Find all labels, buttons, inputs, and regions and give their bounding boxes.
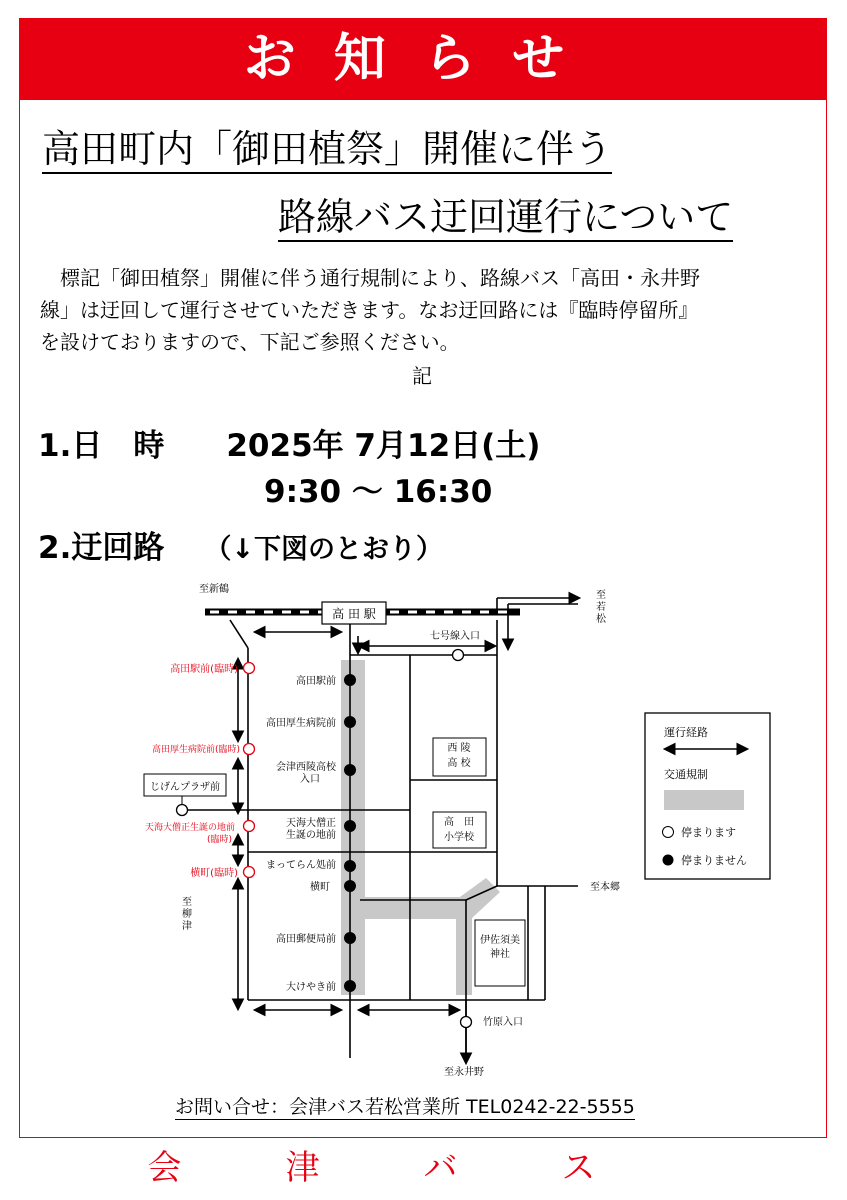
stop-label-tenkai: 天海大僧正生誕の地前 [286, 818, 336, 841]
section-route-note: （↓下図のとおり） [204, 534, 443, 565]
seiryo-school-label: 西 陵高 校 [447, 743, 471, 769]
stop-label-matteran: まってらん処前 [266, 860, 336, 871]
stop-marker-tenkai [344, 820, 356, 832]
stop-marker-okeyaki [344, 980, 356, 992]
legend-stops-label: 停まります [681, 826, 736, 839]
temporary-stop-markers [244, 663, 255, 878]
stop-marker-yokomachi [344, 880, 356, 892]
stop-marker-matteran [344, 860, 356, 872]
road-network [182, 598, 578, 1062]
stop-label-takada-eki: 高田駅前 [296, 676, 336, 687]
temp-stop-label-hospital: 高田厚生病院前(臨時) [151, 745, 240, 755]
legend-restriction-swatch [664, 790, 744, 810]
legend-no-stops-label: 停まりません [681, 854, 747, 867]
body-line-3: を設けておりますので、下記ご参照ください。 [40, 330, 460, 354]
temp-stop-label-tenkai: 天海大僧正生誕の地前(臨時) [144, 823, 235, 845]
to-wakamatsu-label: 至若松 [596, 590, 606, 625]
temp-stop-label-yokomachi: 横町(臨時) [190, 868, 238, 879]
footer-company: 会津バス [147, 1148, 700, 1188]
title-line-2: 路線バス迂回運行について [278, 194, 733, 242]
title-line-1: 高田町内「御田植祭」開催に伴う [42, 126, 612, 174]
stop-label-post-office: 高田郵便局前 [276, 934, 336, 945]
to-nagaino-label: 至永井野 [444, 1067, 484, 1078]
stop-marker-takada-eki [344, 674, 356, 686]
shrine-label: 伊佐須美神社 [480, 935, 520, 960]
stop-label-yokomachi: 横町 [310, 882, 330, 893]
section-datetime-date: 2025年 7月12日(土) [226, 428, 541, 464]
section-datetime-time: 9:30 ～ 16:30 [264, 474, 493, 510]
stop-label-okeyaki: 大けやき前 [286, 982, 336, 993]
section-datetime-label: 1.日 時 [38, 428, 165, 464]
jigen-plaza-label: じげんプラザ前 [150, 782, 220, 793]
legend-restriction-label: 交通規制 [664, 768, 708, 781]
section-route-label: 2.迂回路 [38, 530, 165, 566]
takada-school-label: 高 田小学校 [444, 817, 474, 843]
to-shintsuru-label: 至新鶴 [199, 584, 229, 595]
temp-stop-label-takada-eki: 高田駅前(臨時) [170, 664, 238, 675]
stop-marker-hospital [344, 716, 356, 728]
to-yanaizu-label: 至柳津 [182, 897, 192, 932]
stop-marker-post-office [344, 932, 356, 944]
legend-open-circle [663, 827, 674, 838]
nanagou-entrance-label: 七号線入口 [430, 631, 480, 642]
stop-marker-seiryo [344, 764, 356, 776]
to-motogo-label: 至本郷 [590, 882, 620, 893]
legend-filled-circle [663, 855, 674, 866]
stop-label-seiryo: 会津西陵高校入口 [276, 762, 336, 785]
takehara-entrance-label: 竹原入口 [483, 1017, 523, 1028]
body-line-2: 線」は迂回して運行させていただきます。なお迂回路には『臨時停留所』 [40, 298, 699, 322]
legend-route-label: 運行経路 [664, 726, 708, 739]
stop-label-hospital: 高田厚生病院前 [266, 718, 336, 729]
ki-mark: 記 [412, 364, 432, 388]
contact-info: お問い合せ：会津バス若松営業所 TEL0242-22-5555 [175, 1092, 635, 1120]
body-line-1: 標記「御田植祭」開催に伴う通行規制により、路線バス「高田・永井野 [40, 266, 700, 290]
notice-banner: お知らせ [19, 18, 827, 100]
station-label: 高 田 駅 [332, 607, 376, 621]
